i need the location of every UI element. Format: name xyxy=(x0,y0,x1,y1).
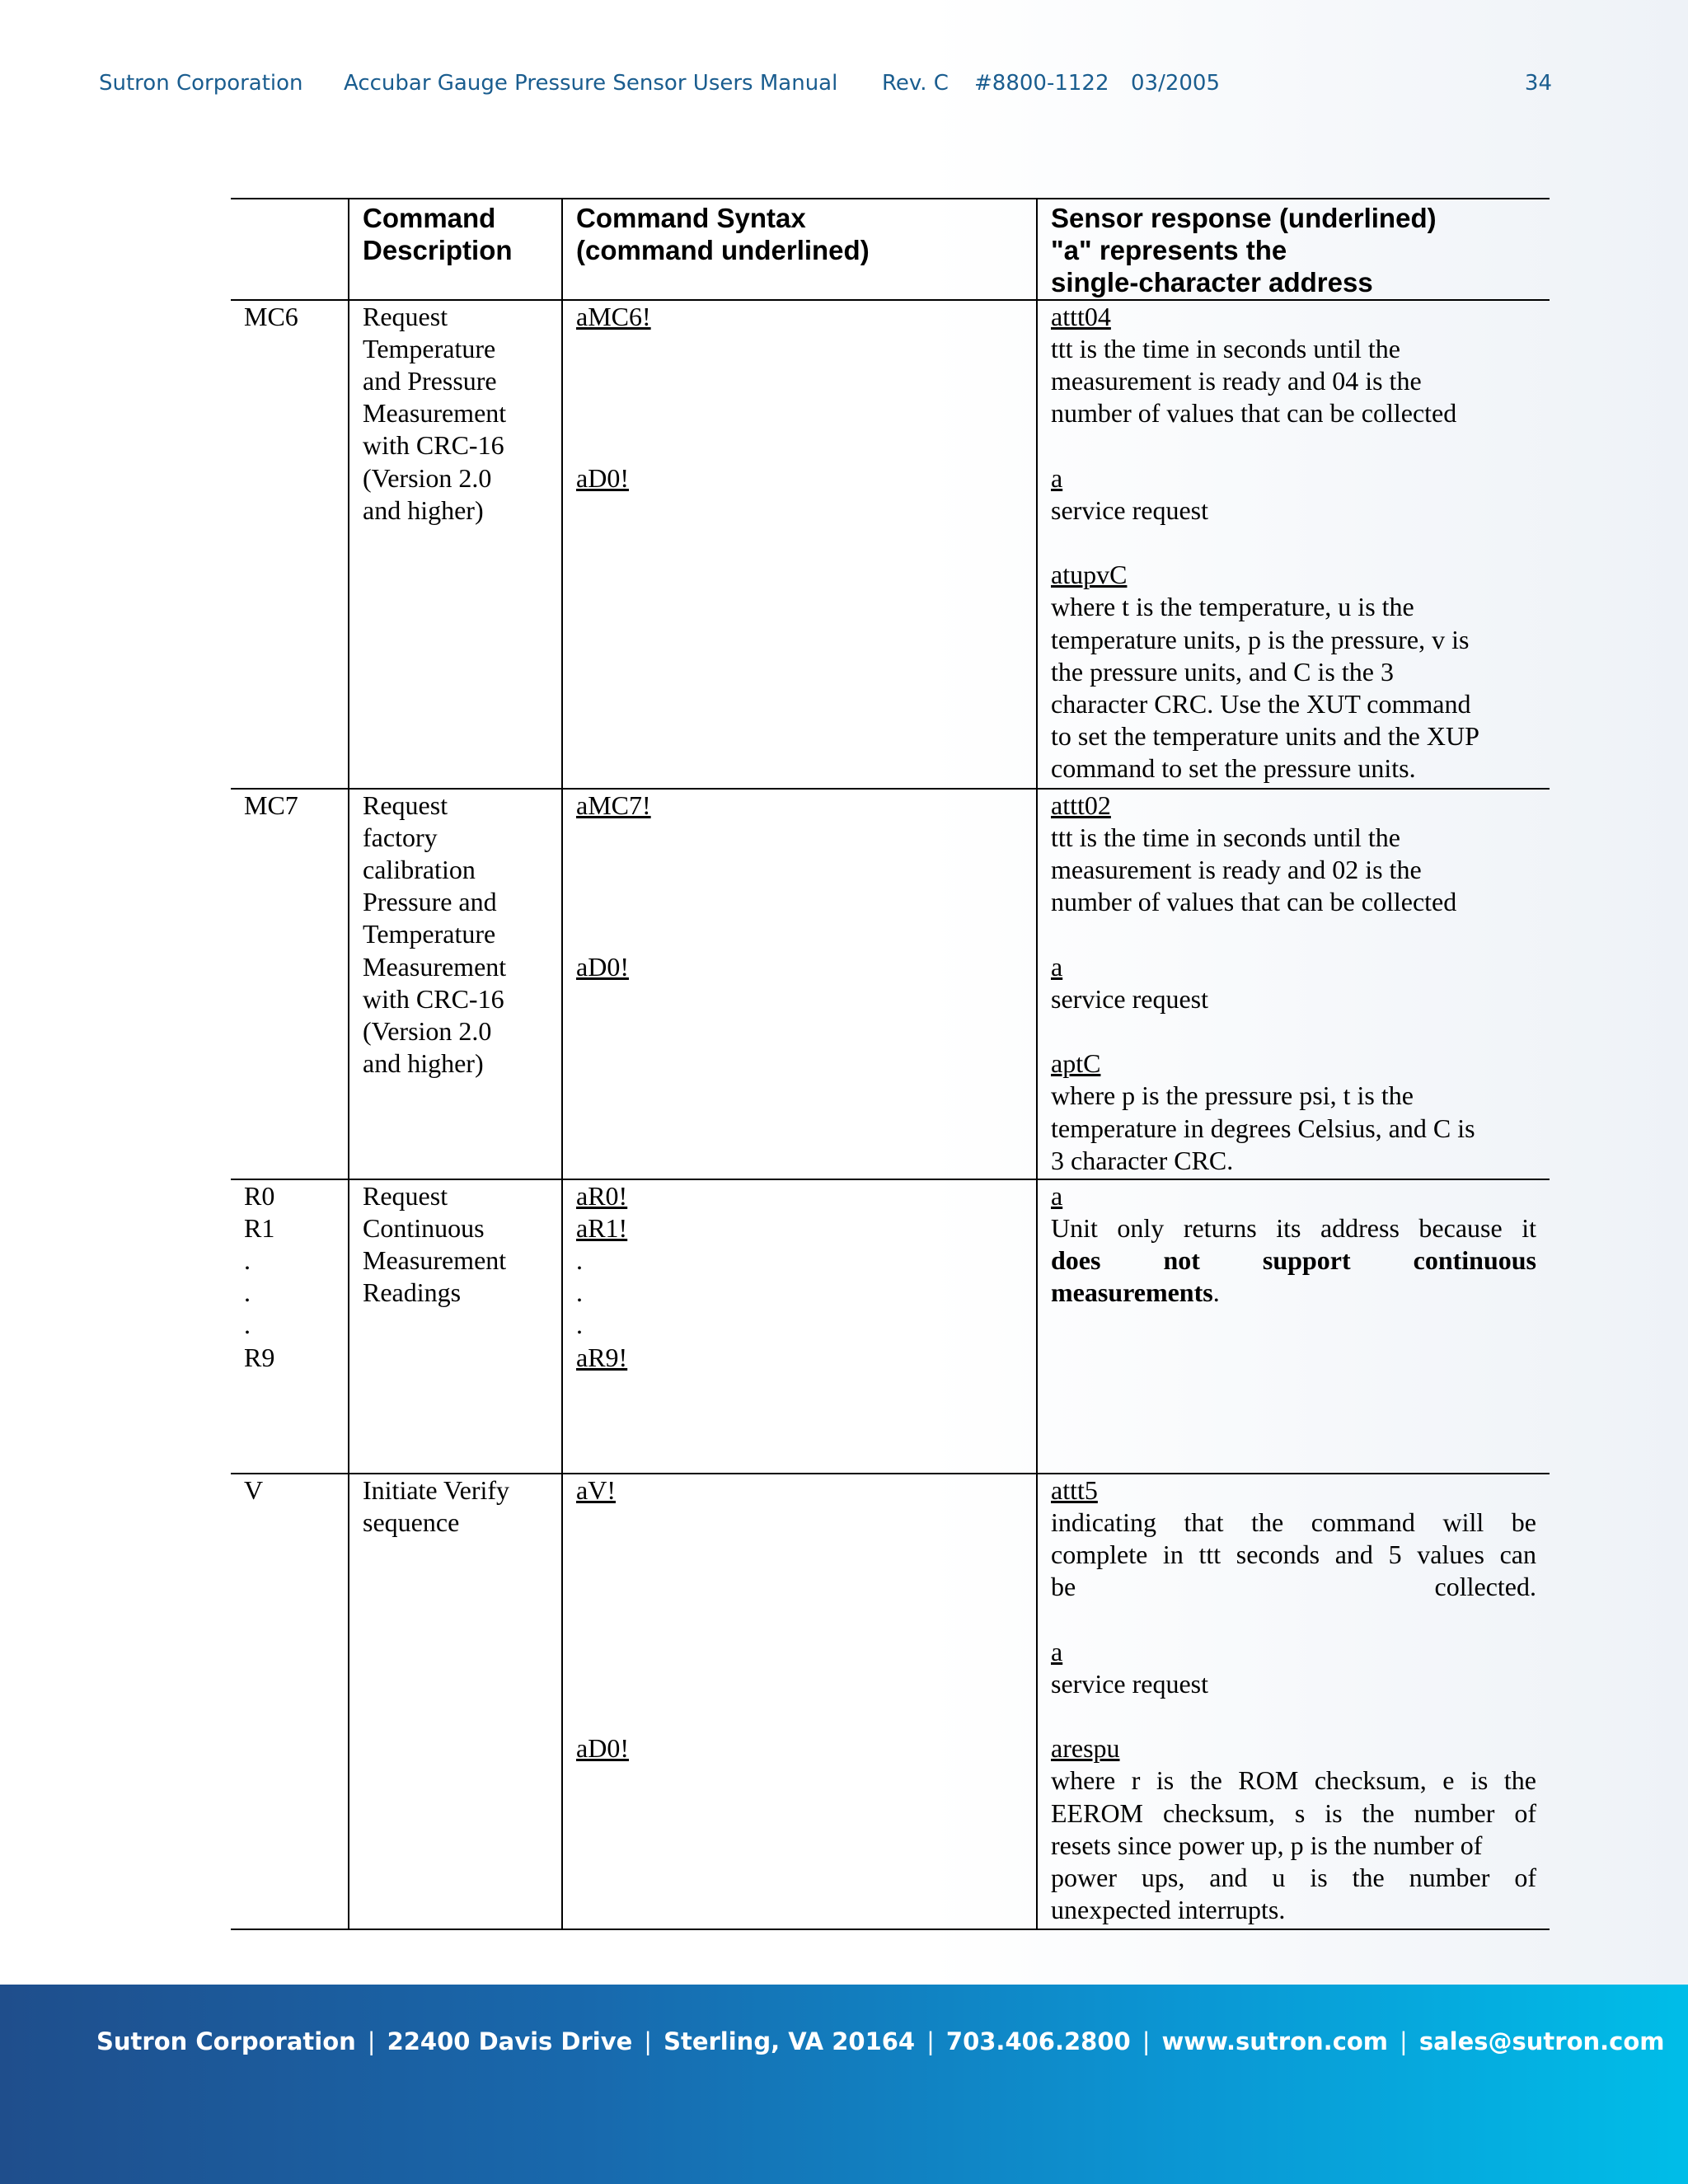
page-header xyxy=(99,71,1589,104)
page-number: 34 xyxy=(1524,71,1552,96)
command-description: Request Continuous Measurement Readings xyxy=(349,1179,562,1474)
table-row xyxy=(231,789,1550,1179)
header-cell-syntax: Command Syntax (command underlined) xyxy=(562,199,1037,300)
command-description: Initiate Verify sequence xyxy=(349,1474,562,1929)
footer-contact-line: Sutron Corporation | 22400 Davis Drive | Sterling, VA 20164 | 703.406.2800 | www.sutron.com | sales@sutron.com xyxy=(96,2027,1665,2055)
footer-address: 22400 Davis Drive xyxy=(387,2027,633,2055)
header-cell-description: Command Description xyxy=(349,199,562,300)
table-row xyxy=(231,1179,1550,1474)
sensor-response: attt02 ttt is the time in seconds until the measurement is ready and 02 is the number of values that can be collected a service request aptC where p is the pressure psi, t is the temperature in degrees Celsius, and C is 3 character CRC. xyxy=(1051,790,1475,1175)
page-footer xyxy=(0,1985,1688,2184)
header-cell-response: Sensor response (underlined) "a" represents the single-character address xyxy=(1051,203,1437,298)
command-syntax: aV! aD0! xyxy=(562,1474,1037,1929)
command-code: MC7 xyxy=(231,789,349,1179)
command-description: Request factory calibration Pressure and Temperature Measurement with CRC-16 (Version 2.0 and higher) xyxy=(349,789,562,1179)
footer-city: Sterling, VA 20164 xyxy=(663,2027,916,2055)
table-row xyxy=(231,300,1550,789)
command-code: MC6 xyxy=(231,300,349,789)
table-header-row xyxy=(231,199,1550,300)
footer-company: Sutron Corporation xyxy=(96,2027,356,2055)
command-code: R0 R1 . . . R9 xyxy=(231,1179,349,1474)
command-code: V xyxy=(231,1474,349,1929)
header-date: 03/2005 xyxy=(1131,71,1221,96)
sensor-response: attt04 ttt is the time in seconds until the measurement is ready and 04 is the number of values that can be collected a service request atupvC where t is the temperature, u is the temperature units, p is the pressure, v is the pressure units, and C is the 3 character CRC. Use the XUT command to set the temperature units and the XUP command to set the pressure units. xyxy=(1051,301,1479,784)
header-cell-code xyxy=(231,199,349,300)
sensor-response: a Unit only returns its address because it does not support continuous measurements. xyxy=(1051,1180,1536,1308)
footer-website-link[interactable]: www.sutron.com xyxy=(1161,2027,1389,2055)
header-company: Sutron Corporation xyxy=(99,71,303,96)
command-description: Request Temperature and Pressure Measurement with CRC-16 (Version 2.0 and higher) xyxy=(349,300,562,789)
command-syntax: aMC7! aD0! xyxy=(562,789,1037,1179)
command-syntax: aMC6! aD0! xyxy=(562,300,1037,789)
footer-email-link[interactable]: sales@sutron.com xyxy=(1418,2027,1665,2055)
header-revision: Rev. C xyxy=(882,71,949,96)
header-doc-number: #8800-1122 xyxy=(974,71,1109,96)
table-row xyxy=(231,1474,1550,1929)
command-syntax: aR0! aR1! . . . aR9! xyxy=(562,1179,1037,1474)
command-table xyxy=(231,198,1550,1930)
sensor-response: attt5 indicating that the command will be complete in ttt seconds and 5 values can be collected. a service request arespu where r is the ROM checksum, e is the EEROM checksum, s is the number of resets since power up, p is the number of power ups, and u is the number of unexpected interrupts. xyxy=(1051,1474,1536,1925)
footer-phone: 703.406.2800 xyxy=(945,2027,1131,2055)
header-manual-title: Accubar Gauge Pressure Sensor Users Manual xyxy=(344,71,838,96)
